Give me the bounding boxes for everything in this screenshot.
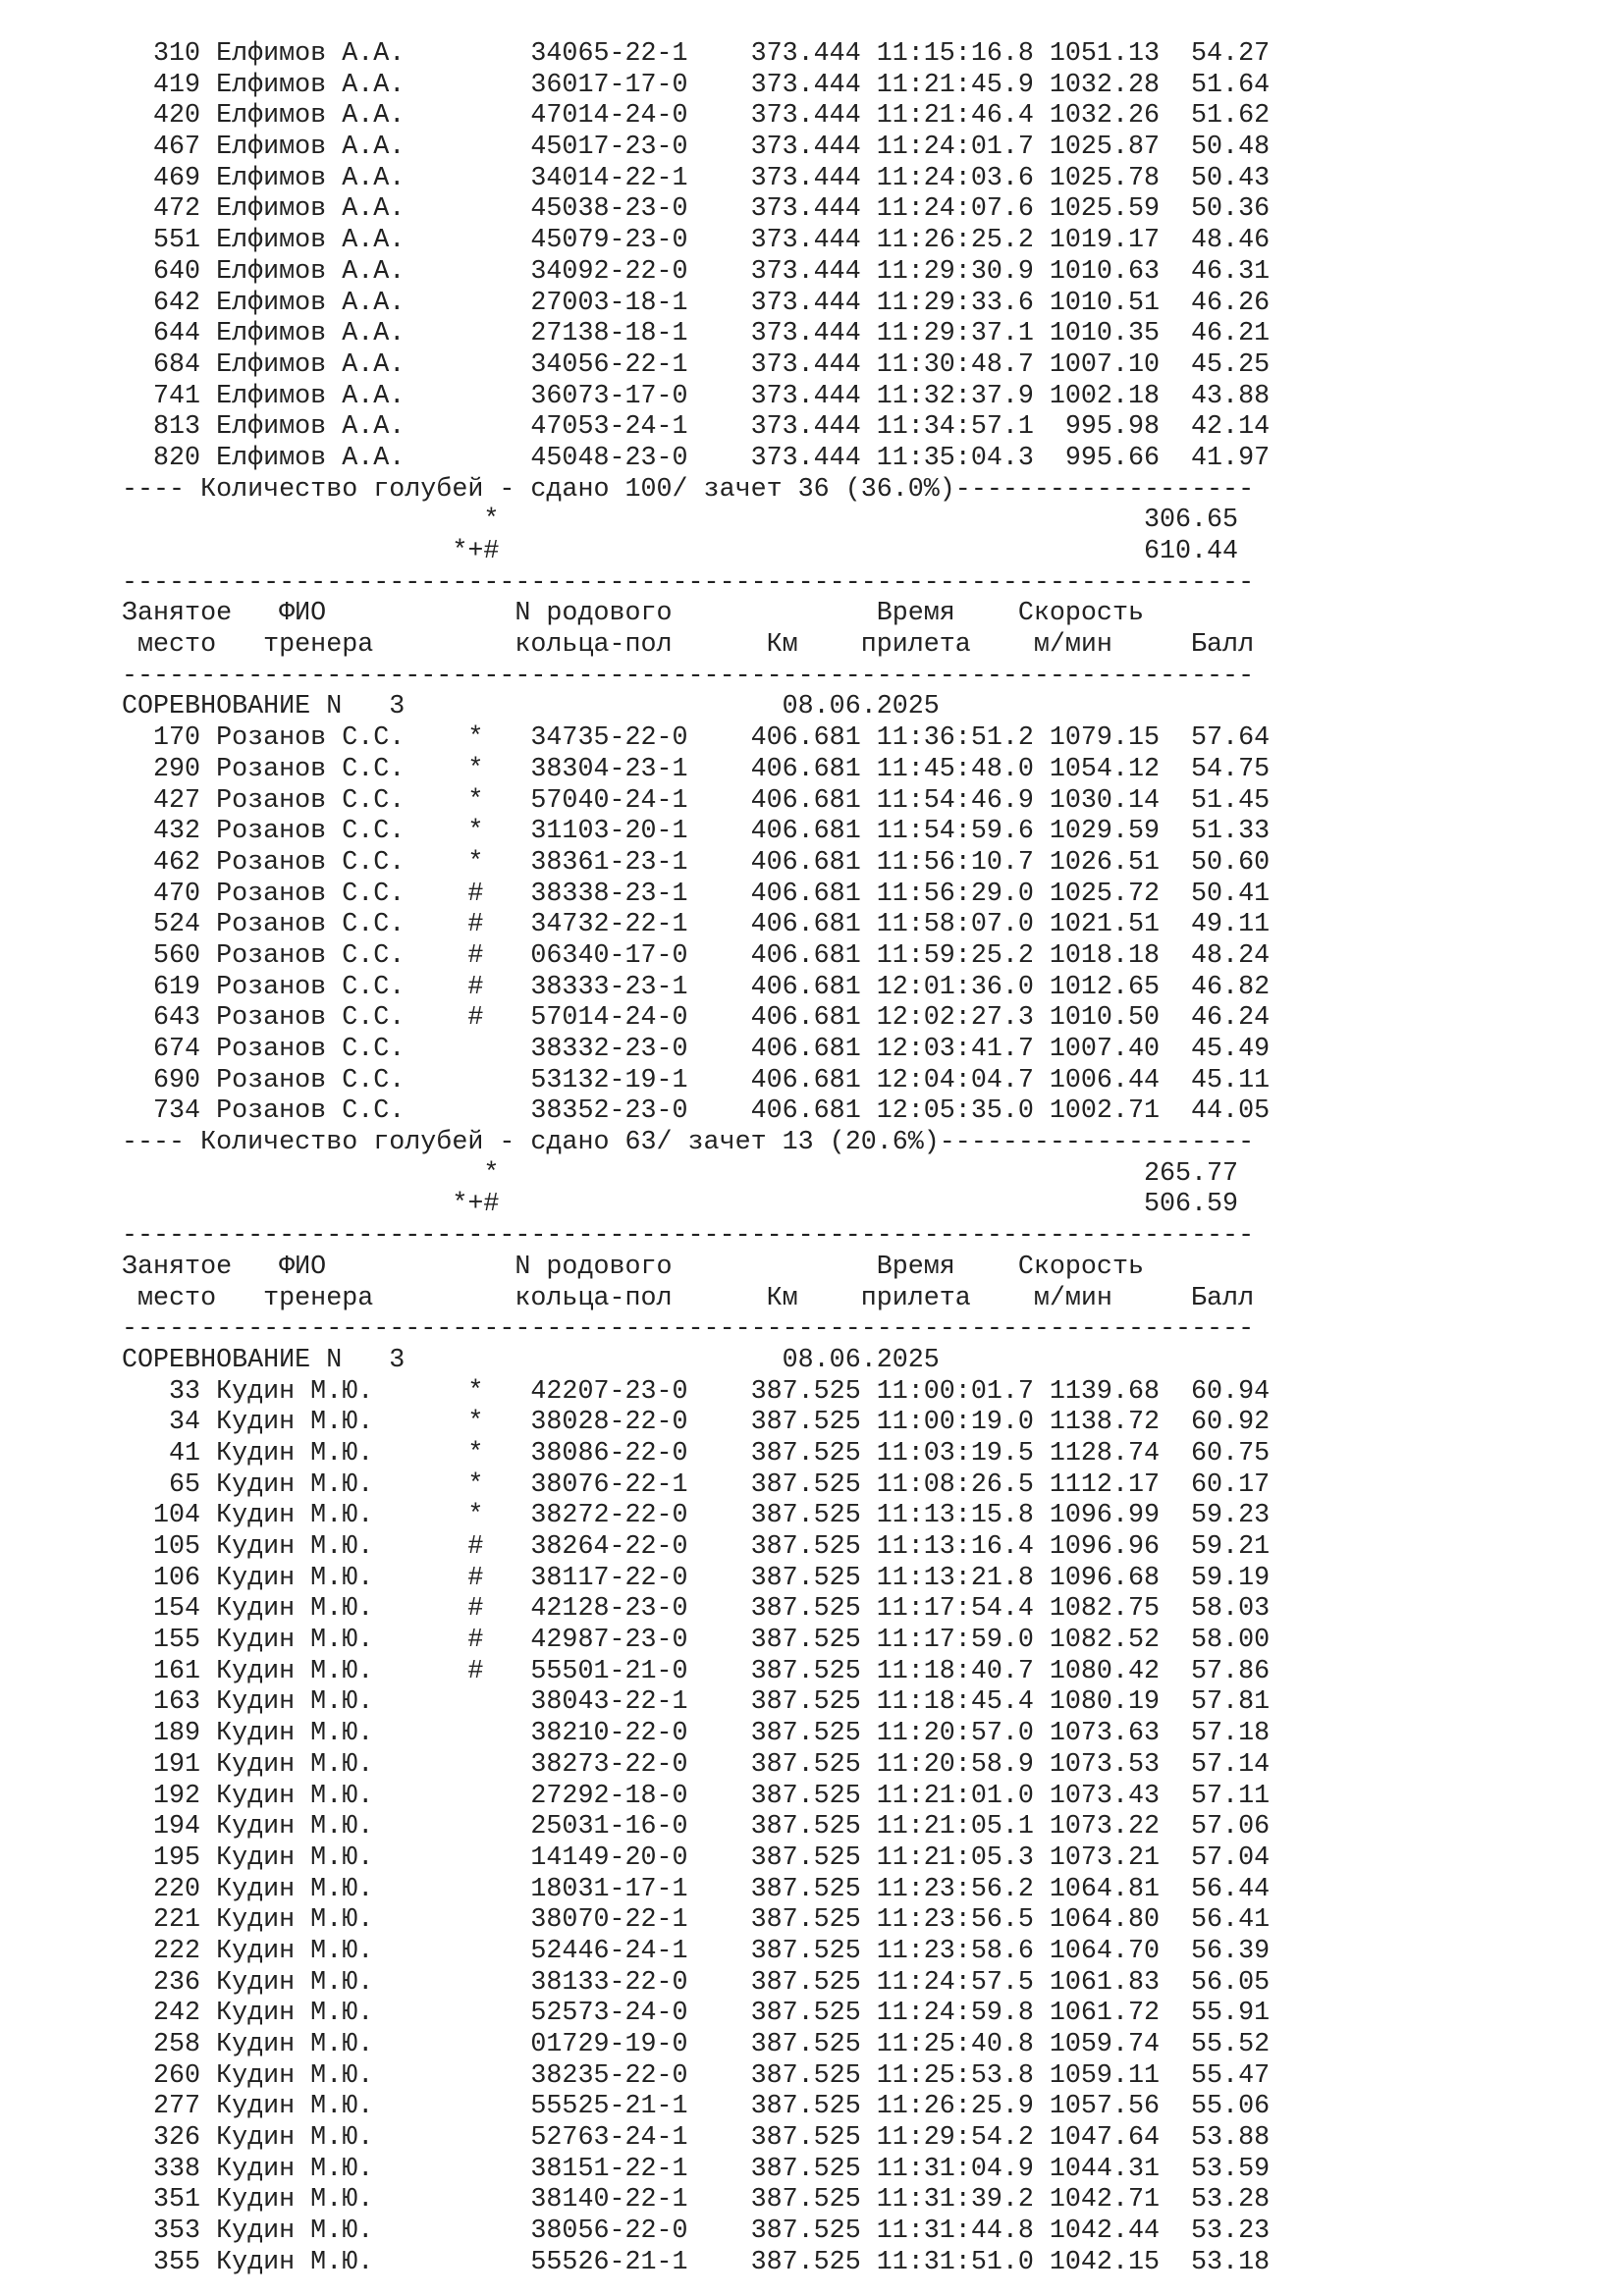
column-header: место тренера кольца-пол Км прилета м/мин Балл [122,1283,1255,1313]
summary-line: ---- Количество голубей - сдано 100/ зачет 36 (36.0%)------------------- [122,474,1255,505]
result-row: 640 Елфимов А.А. 34092-22-0 373.444 11:29:30.9 1010.63 46.31 [122,256,1271,287]
result-row: 427 Розанов С.С. * 57040-24-1 406.681 11:54:46.9 1030.14 51.45 [122,785,1271,816]
result-row: 690 Розанов С.С. 53132-19-1 406.681 12:04:04.7 1006.44 45.11 [122,1065,1271,1095]
result-row: 41 Кудин М.Ю. * 38086-22-0 387.525 11:03:19.5 1128.74 60.75 [122,1438,1271,1468]
result-row: 192 Кудин М.Ю. 27292-18-0 387.525 11:21:01.0 1073.43 57.11 [122,1781,1271,1811]
result-row: 155 Кудин М.Ю. # 42987-23-0 387.525 11:17:59.0 1082.52 58.00 [122,1626,1271,1656]
column-header: Занятое ФИО N родового Время Скорость [122,1252,1144,1282]
result-row: 104 Кудин М.Ю. * 38272-22-0 387.525 11:13:15.8 1096.99 59.23 [122,1501,1271,1531]
score-total-line: *+# 610.44 [122,537,1239,566]
score-total-line: *+# 506.59 [122,1190,1239,1220]
result-row: 644 Елфимов А.А. 27138-18-1 373.444 11:29:37.1 1010.35 46.21 [122,319,1271,349]
result-row: 65 Кудин М.Ю. * 38076-22-1 387.525 11:08:26.5 1112.17 60.17 [122,1469,1271,1500]
separator-line: ------------------------------------------------------------------------ [122,1221,1255,1252]
result-row: 220 Кудин М.Ю. 18031-17-1 387.525 11:23:56.2 1064.81 56.44 [122,1874,1271,1904]
result-row: 221 Кудин М.Ю. 38070-22-1 387.525 11:23:56.5 1064.80 56.41 [122,1905,1271,1936]
result-row: 642 Елфимов А.А. 27003-18-1 373.444 11:29:33.6 1010.51 46.26 [122,288,1271,318]
result-row: 290 Розанов С.С. * 38304-23-1 406.681 11:45:48.0 1054.12 54.75 [122,754,1271,784]
result-row: 470 Розанов С.С. # 38338-23-1 406.681 11:56:29.0 1025.72 50.41 [122,879,1271,909]
result-row: 236 Кудин М.Ю. 38133-22-0 387.525 11:24:57.5 1061.83 56.05 [122,1967,1271,1998]
result-row: 191 Кудин М.Ю. 38273-22-0 387.525 11:20:58.9 1073.53 57.14 [122,1749,1271,1780]
result-row: 170 Розанов С.С. * 34735-22-0 406.681 11:36:51.2 1079.15 57.64 [122,723,1271,754]
result-row: 194 Кудин М.Ю. 25031-16-0 387.525 11:21:05.1 1073.22 57.06 [122,1812,1271,1842]
competition-heading: СОРЕВНОВАНИЕ N 3 08.06.2025 [122,1345,940,1375]
result-row: 674 Розанов С.С. 38332-23-0 406.681 12:03:41.7 1007.40 45.49 [122,1035,1271,1064]
result-row: 353 Кудин М.Ю. 38056-22-0 387.525 11:31:44.8 1042.44 53.23 [122,2216,1271,2247]
result-row: 734 Розанов С.С. 38352-23-0 406.681 12:05:35.0 1002.71 44.05 [122,1096,1271,1127]
result-row: 351 Кудин М.Ю. 38140-22-1 387.525 11:31:39.2 1042.71 53.28 [122,2185,1271,2216]
result-row: 684 Елфимов А.А. 34056-22-1 373.444 11:30:48.7 1007.10 45.25 [122,349,1271,380]
result-row: 560 Розанов С.С. # 06340-17-0 406.681 11:59:25.2 1018.18 48.24 [122,940,1271,971]
separator-line: ------------------------------------------------------------------------ [122,1314,1255,1345]
result-row: 432 Розанов С.С. * 31103-20-1 406.681 11:54:59.6 1029.59 51.33 [122,817,1271,847]
result-row: 355 Кудин М.Ю. 55526-21-1 387.525 11:31:51.0 1042.15 53.18 [122,2247,1271,2277]
result-row: 260 Кудин М.Ю. 38235-22-0 387.525 11:25:53.8 1059.11 55.47 [122,2060,1271,2091]
result-row: 820 Елфимов А.А. 45048-23-0 373.444 11:35:04.3 995.66 41.97 [122,443,1271,473]
result-row: 33 Кудин М.Ю. * 42207-23-0 387.525 11:00:01.7 1139.68 60.94 [122,1376,1271,1407]
result-row: 34 Кудин М.Ю. * 38028-22-0 387.525 11:00:19.0 1138.72 60.92 [122,1408,1271,1438]
result-row: 813 Елфимов А.А. 47053-24-1 373.444 11:34:57.1 995.98 42.14 [122,412,1271,443]
column-header: место тренера кольца-пол Км прилета м/мин Балл [122,630,1255,661]
result-row: 154 Кудин М.Ю. # 42128-23-0 387.525 11:17:54.4 1082.75 58.03 [122,1594,1271,1625]
result-row: 163 Кудин М.Ю. 38043-22-1 387.525 11:18:45.4 1080.19 57.81 [122,1687,1271,1718]
score-total-line: * 306.65 [122,506,1239,536]
result-row: 551 Елфимов А.А. 45079-23-0 373.444 11:26:25.2 1019.17 48.46 [122,226,1271,256]
result-row: 467 Елфимов А.А. 45017-23-0 373.444 11:24:01.7 1025.87 50.48 [122,133,1271,163]
result-row: 195 Кудин М.Ю. 14149-20-0 387.525 11:21:05.3 1073.21 57.04 [122,1842,1271,1873]
separator-line: ------------------------------------------------------------------------ [122,567,1255,598]
results-printout [122,39,1270,2279]
result-row: 189 Кудин М.Ю. 38210-22-0 387.525 11:20:57.0 1073.63 57.18 [122,1719,1271,1749]
result-row: 242 Кудин М.Ю. 52573-24-0 387.525 11:24:59.8 1061.72 55.91 [122,1999,1271,2029]
result-row: 338 Кудин М.Ю. 38151-22-1 387.525 11:31:04.9 1044.31 53.59 [122,2154,1271,2184]
result-row: 462 Розанов С.С. * 38361-23-1 406.681 11:56:10.7 1026.51 50.60 [122,847,1271,878]
result-row: 105 Кудин М.Ю. # 38264-22-0 387.525 11:13:16.4 1096.96 59.21 [122,1532,1271,1562]
result-row: 258 Кудин М.Ю. 01729-19-0 387.525 11:25:40.8 1059.74 55.52 [122,2030,1271,2059]
result-row: 472 Елфимов А.А. 45038-23-0 373.444 11:24:07.6 1025.59 50.36 [122,194,1271,225]
result-row: 310 Елфимов А.А. 34065-22-1 373.444 11:15:16.8 1051.13 54.27 [122,39,1271,69]
competition-heading: СОРЕВНОВАНИЕ N 3 08.06.2025 [122,692,940,722]
result-row: 326 Кудин М.Ю. 52763-24-1 387.525 11:29:54.2 1047.64 53.88 [122,2123,1271,2154]
result-row: 643 Розанов С.С. # 57014-24-0 406.681 12:02:27.3 1010.50 46.24 [122,1003,1271,1034]
separator-line: ------------------------------------------------------------------------ [122,661,1255,691]
result-row: 106 Кудин М.Ю. # 38117-22-0 387.525 11:13:21.8 1096.68 59.19 [122,1563,1271,1593]
result-row: 419 Елфимов А.А. 36017-17-0 373.444 11:21:45.9 1032.28 51.64 [122,70,1271,100]
result-row: 469 Елфимов А.А. 34014-22-1 373.444 11:24:03.6 1025.78 50.43 [122,163,1271,193]
summary-line: ---- Количество голубей - сдано 63/ зачет 13 (20.6%)-------------------- [122,1128,1255,1158]
result-row: 277 Кудин М.Ю. 55525-21-1 387.525 11:26:25.9 1057.56 55.06 [122,2092,1271,2122]
result-row: 222 Кудин М.Ю. 52446-24-1 387.525 11:23:58.6 1064.70 56.39 [122,1936,1271,1966]
result-row: 619 Розанов С.С. # 38333-23-1 406.681 12:01:36.0 1012.65 46.82 [122,972,1271,1002]
result-row: 741 Елфимов А.А. 36073-17-0 373.444 11:32:37.9 1002.18 43.88 [122,381,1271,411]
result-row: 161 Кудин М.Ю. # 55501-21-0 387.525 11:18:40.7 1080.42 57.86 [122,1656,1271,1686]
result-row: 524 Розанов С.С. # 34732-22-1 406.681 11:58:07.0 1021.51 49.11 [122,910,1271,940]
result-row: 420 Елфимов А.А. 47014-24-0 373.444 11:21:46.4 1032.26 51.62 [122,101,1271,132]
column-header: Занятое ФИО N родового Время Скорость [122,599,1144,629]
score-total-line: * 265.77 [122,1158,1239,1189]
